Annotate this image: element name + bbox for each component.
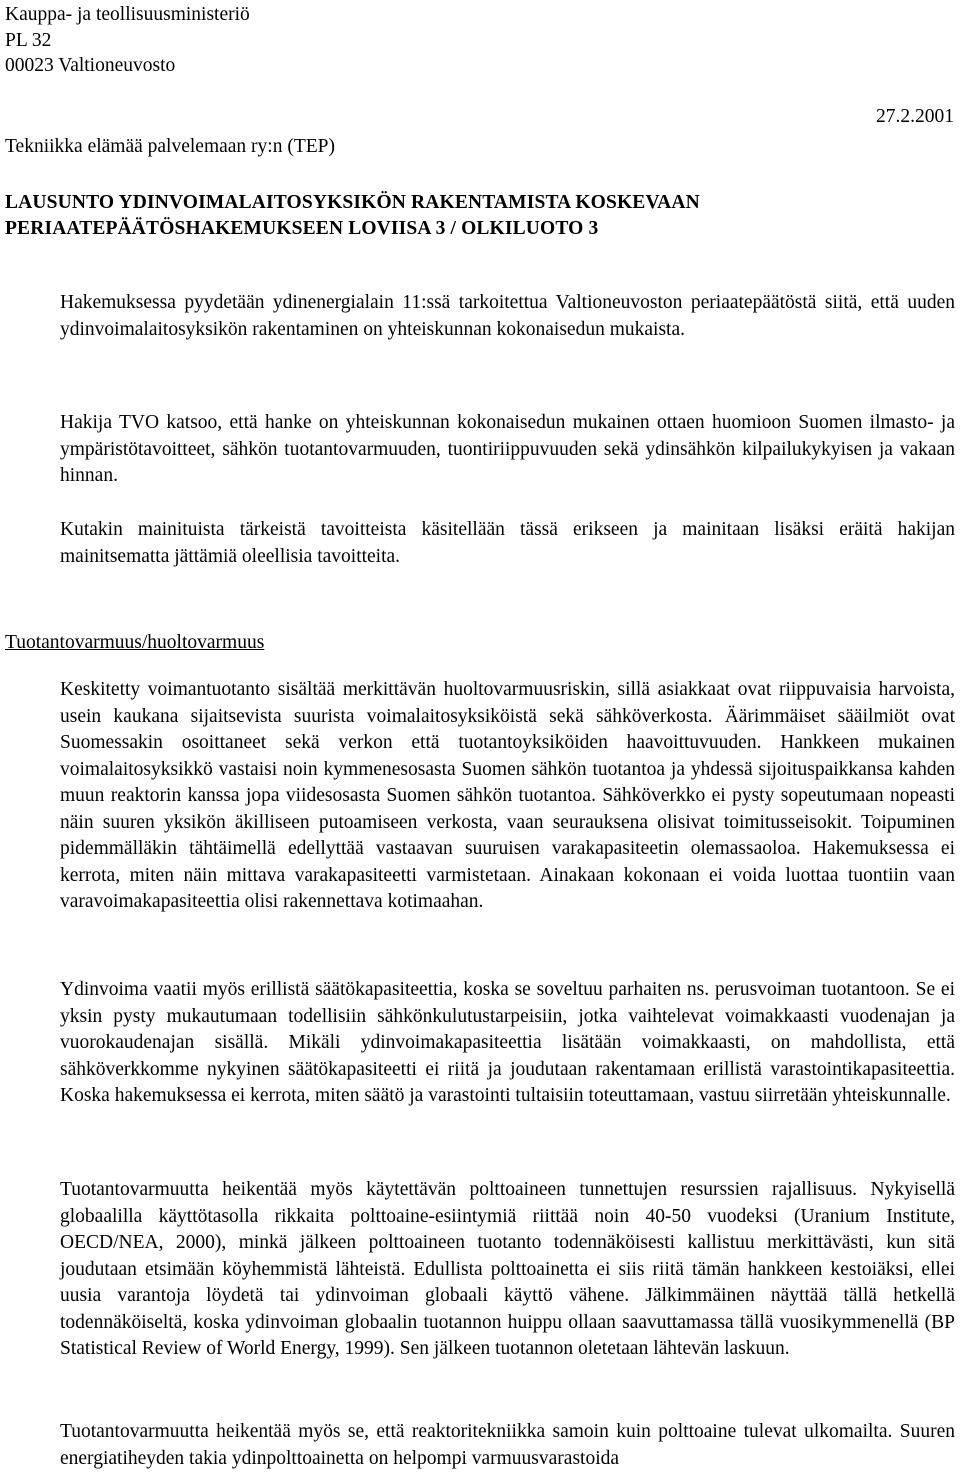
paragraph-regulation-capacity: Ydinvoima vaatii myös erillistä säätökapasiteettia, koska se soveltuu parhaiten ns. perusvoiman tuotantoon. Se ei yksin pysty mukautumaan todellisiin sähkönkulutustarpeisiin, jotka vaihtelevat voimakkaasti vuodenajan ja vuorokaudenajan sisällä. Mikäli ydinvoimakapasiteettia lisätään voimakkaasti, on mahdollista, että sähköverkkomme nykyinen säätökapasiteetti ei riitä ja joudutaan rakentamaan erillistä varastointikapasiteettia. Koska hakemuksessa ei kerrota, miten säätö ja varastointi tultaisiin toteuttamaan, vastuu siirretään yhteiskunnalle.	[60, 979, 955, 1106]
document-date: 27.2.2001	[876, 106, 954, 127]
recipient-name: Kauppa- ja teollisuusministeriö	[5, 4, 250, 25]
paragraph-foreign-dependence: Tuotantovarmuutta heikentää myös se, että reaktoritekniikka samoin kuin polttoaine tulevat ulkomailta. Suuren energiatiheyden takia ydinpolttoainetta on helpompi varmuusvarastoida	[60, 1421, 955, 1469]
paragraph-fuel-resources: Tuotantovarmuutta heikentää myös käytettävän polttoaineen tunnettujen resurssien rajallisuus. Nykyisellä globaalilla käyttötasolla rikkaita polttoaine-esiintymiä riittää noin 40-50 vuodeksi (Uranium Institute, OECD/NEA, 2000), minkä jälkeen polttoaineen tuotanto todennäköisesti kallistuu merkittävästi, kun sitä joudutaan etsimään köyhemmistä lähteistä. Edullista polttoainetta ei siis riitä tämän hankkeen kestoiäksi, ellei uusia varantoja löydetä tai ydinvoiman globaali käyttö vähene. Jälkimmäinen näyttää tällä hetkellä todennäköiseltä, koska ydinvoiman globaalin tuotannon huippu ollaan saavuttamassa tällä vuosikymmenellä (BP Statistical Review of World Energy, 1999). Sen jälkeen tuotannon oletetaan lähtevän laskuun.	[60, 1179, 955, 1359]
recipient-pobox: PL 32	[5, 29, 52, 51]
paragraph-supply-security: Keskitetty voimantuotanto sisältää merkittävän huoltovarmuusriskin, sillä asiakkaat ovat riippuvaisia harvoista, usein kaukana sijaitsevista suurista voimalaitosyksiköistä sekä sähköverkosta. Äärimmäiset sääilmiöt ovat Suomessakin osoittaneet sekä verkon että tuotantoyksiköiden haavoittuvuuden. Hankkeen mukainen voimalaitosyksikkö vastaisi noin kymmenesosasta Suomen sähkön tuotantoa ja yhdessä sijoituspaikkansa kahden muun reaktorin kanssa jopa viidesosasta Suomen sähkön tuotantoa. Sähköverkko ei pysty sopeutumaan nopeasti näin suuren yksikön äkilliseen putoamiseen verkosta, vaan seurauksena olisivat toimitusseisokit. Toipuminen pidemmälläkin tähtäimellä edellyttää vastaavan suuruisen varakapasiteetin olemassaoloa. Hakemuksessa ei kerrota, miten näin mittava varakapasiteetti varmistetaan. Ainakaan kokonaan ei voida luottaa tuontiin vaan varavoimakapasiteettia olisi rakennettava kotimaahan.	[60, 679, 955, 912]
paragraph-application: Hakemuksessa pyydetään ydinenergialain 11:ssä tarkoitettua Valtioneuvoston periaatepäätöstä siitä, että uuden ydinvoimalaitosyksikön rakentaminen on yhteiskunnan kokonaisedun mukaista.	[60, 292, 955, 340]
document-title-line-1: LAUSUNTO YDINVOIMALAITOSYKSIKÖN RAKENTAMISTA KOSKEVAAN	[5, 192, 700, 213]
document-title	[5, 190, 945, 242]
document-title-line-2: PERIAATEPÄÄTÖSHAKEMUKSEEN LOVIISA 3 / OLKILUOTO 3	[5, 218, 599, 239]
section-heading: Tuotantovarmuus/huoltovarmuus	[5, 632, 265, 653]
paragraph-applicant-view: Hakija TVO katsoo, että hanke on yhteiskunnan kokonaisedun mukainen ottaen huomioon Suomen ilmasto- ja ympäristötavoitteet, sähkön tuotantovarmuuden, tuontiriippuvuuden sekä ydinsähkön kilpailukykyisen ja vakaan hinnan.	[60, 412, 955, 486]
recipient-postcode-city: 00023 Valtioneuvosto	[5, 55, 176, 76]
paragraph-objectives: Kutakin mainituista tärkeistä tavoitteista käsitellään tässä erikseen ja mainitaan lisäksi eräitä hakijan mainitsematta jättämiä oleellisia tavoitteita.	[60, 519, 955, 567]
recipient-address	[5, 2, 250, 79]
sender-name: Tekniikka elämää palvelemaan ry:n (TEP)	[5, 136, 335, 157]
